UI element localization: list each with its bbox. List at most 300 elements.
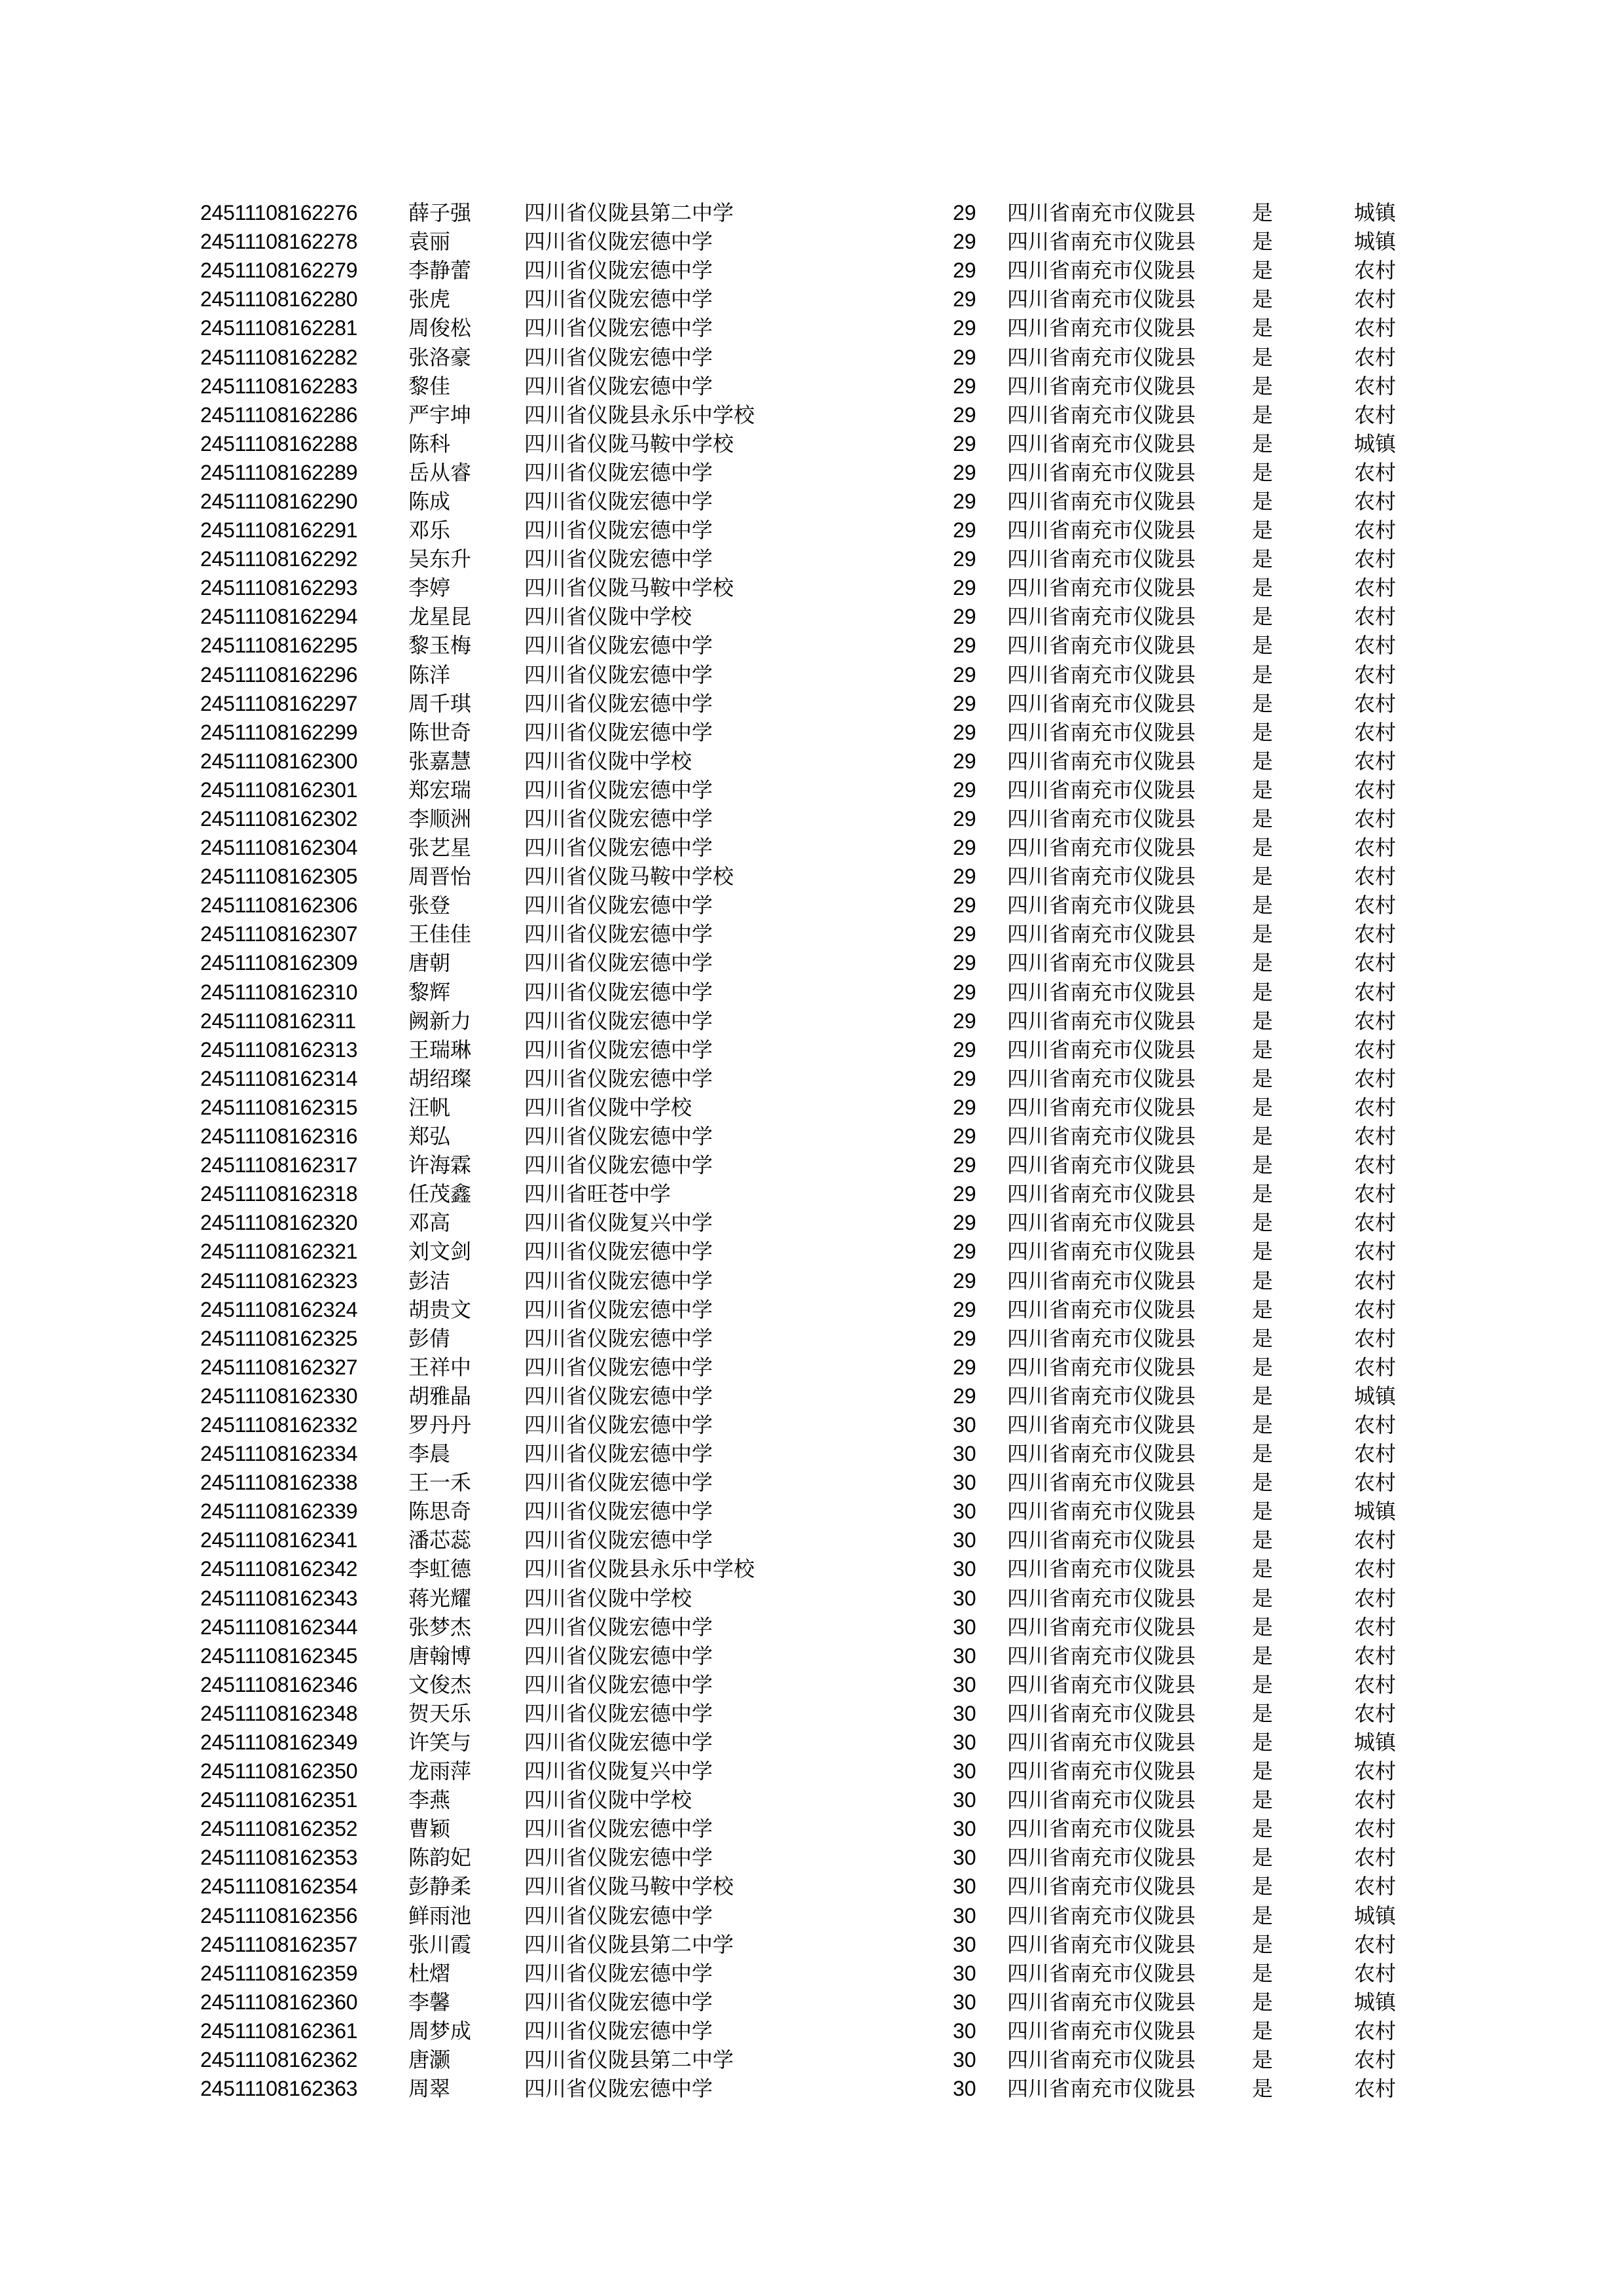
hukou-type-cell: 农村 bbox=[1354, 258, 1397, 283]
school-cell: 四川省仪陇宏德中学 bbox=[524, 719, 713, 745]
hukou-type-cell: 农村 bbox=[1354, 1008, 1397, 1033]
student-name-cell: 唐翰博 bbox=[408, 1643, 472, 1668]
school-cell: 四川省仪陇宏德中学 bbox=[524, 1672, 713, 1697]
student-name-cell: 鲜雨池 bbox=[408, 1903, 472, 1928]
region-cell: 四川省南充市仪陇县 bbox=[1007, 488, 1196, 514]
student-id-cell: 24511108162351 bbox=[200, 1788, 358, 1812]
flag-cell: 是 bbox=[1252, 315, 1274, 341]
hukou-type-cell: 农村 bbox=[1354, 1816, 1397, 1842]
student-id-cell: 24511108162348 bbox=[200, 1701, 358, 1725]
score-cell: 29 bbox=[953, 259, 976, 283]
score-cell: 29 bbox=[953, 1124, 976, 1149]
student-name-cell: 彭静柔 bbox=[408, 1874, 472, 1899]
score-cell: 29 bbox=[953, 1211, 976, 1235]
student-id-cell: 24511108162301 bbox=[200, 778, 358, 802]
student-id-cell: 24511108162279 bbox=[200, 259, 358, 283]
school-cell: 四川省仪陇马鞍中学校 bbox=[524, 575, 734, 601]
student-table bbox=[200, 198, 1433, 2103]
hukou-type-cell: 农村 bbox=[1354, 1960, 1397, 1986]
score-cell: 29 bbox=[953, 951, 976, 975]
region-cell: 四川省南充市仪陇县 bbox=[1007, 979, 1196, 1005]
hukou-type-cell: 农村 bbox=[1354, 402, 1397, 427]
school-cell: 四川省仪陇马鞍中学校 bbox=[524, 1874, 734, 1899]
student-name-cell: 陈韵妃 bbox=[408, 1845, 472, 1871]
region-cell: 四川省南充市仪陇县 bbox=[1007, 1325, 1196, 1351]
hukou-type-cell: 农村 bbox=[1354, 1412, 1397, 1437]
table-row bbox=[200, 948, 1433, 977]
region-cell: 四川省南充市仪陇县 bbox=[1007, 806, 1196, 832]
student-id-cell: 24511108162288 bbox=[200, 431, 358, 456]
flag-cell: 是 bbox=[1252, 864, 1274, 889]
school-cell: 四川省仪陇宏德中学 bbox=[524, 1730, 713, 1755]
school-cell: 四川省仪陇宏德中学 bbox=[524, 806, 713, 832]
student-id-cell: 24511108162321 bbox=[200, 1240, 358, 1264]
flag-cell: 是 bbox=[1252, 1672, 1274, 1697]
student-id-cell: 24511108162310 bbox=[200, 980, 358, 1004]
school-cell: 四川省仪陇宏德中学 bbox=[524, 1499, 713, 1524]
hukou-type-cell: 农村 bbox=[1354, 518, 1397, 543]
flag-cell: 是 bbox=[1252, 1816, 1274, 1842]
region-cell: 四川省南充市仪陇县 bbox=[1007, 1845, 1196, 1871]
region-cell: 四川省南充市仪陇县 bbox=[1007, 575, 1196, 601]
flag-cell: 是 bbox=[1252, 1903, 1274, 1928]
table-row bbox=[200, 1208, 1433, 1237]
flag-cell: 是 bbox=[1252, 373, 1274, 399]
flag-cell: 是 bbox=[1252, 979, 1274, 1005]
flag-cell: 是 bbox=[1252, 1037, 1274, 1062]
flag-cell: 是 bbox=[1252, 1210, 1274, 1236]
hukou-type-cell: 农村 bbox=[1354, 835, 1397, 861]
score-cell: 30 bbox=[953, 1846, 976, 1870]
student-id-cell: 24511108162300 bbox=[200, 749, 358, 773]
table-row bbox=[200, 1410, 1433, 1439]
student-name-cell: 周晋怡 bbox=[408, 864, 472, 889]
hukou-type-cell: 农村 bbox=[1354, 1210, 1397, 1236]
student-id-cell: 24511108162361 bbox=[200, 2018, 358, 2043]
region-cell: 四川省南充市仪陇县 bbox=[1007, 1730, 1196, 1755]
school-cell: 四川省仪陇宏德中学 bbox=[524, 1528, 713, 1553]
hukou-type-cell: 城镇 bbox=[1354, 1383, 1397, 1408]
hukou-type-cell: 农村 bbox=[1354, 691, 1397, 716]
score-cell: 29 bbox=[953, 720, 976, 744]
student-id-cell: 24511108162297 bbox=[200, 691, 358, 715]
table-row bbox=[200, 1353, 1433, 1382]
student-id-cell: 24511108162309 bbox=[200, 951, 358, 975]
student-name-cell: 彭洁 bbox=[408, 1268, 451, 1293]
hukou-type-cell: 城镇 bbox=[1354, 200, 1397, 226]
school-cell: 四川省仪陇宏德中学 bbox=[524, 373, 713, 399]
table-row bbox=[200, 1988, 1433, 2017]
student-id-cell: 24511108162332 bbox=[200, 1412, 358, 1437]
table-row bbox=[200, 1324, 1433, 1353]
student-id-cell: 24511108162316 bbox=[200, 1124, 358, 1149]
student-id-cell: 24511108162352 bbox=[200, 1817, 358, 1841]
hukou-type-cell: 农村 bbox=[1354, 1094, 1397, 1120]
table-row bbox=[200, 718, 1433, 747]
hukou-type-cell: 农村 bbox=[1354, 488, 1397, 514]
student-id-cell: 24511108162343 bbox=[200, 1586, 358, 1610]
student-id-cell: 24511108162289 bbox=[200, 460, 358, 484]
school-cell: 四川省仪陇宏德中学 bbox=[524, 1816, 713, 1842]
student-id-cell: 24511108162350 bbox=[200, 1759, 358, 1784]
region-cell: 四川省南充市仪陇县 bbox=[1007, 373, 1196, 399]
student-id-cell: 24511108162318 bbox=[200, 1182, 358, 1206]
student-id-cell: 24511108162339 bbox=[200, 1499, 358, 1524]
student-name-cell: 汪帆 bbox=[408, 1094, 451, 1120]
student-id-cell: 24511108162292 bbox=[200, 547, 358, 571]
score-cell: 29 bbox=[953, 489, 976, 513]
flag-cell: 是 bbox=[1252, 1268, 1274, 1293]
table-row bbox=[200, 1179, 1433, 1208]
hukou-type-cell: 农村 bbox=[1354, 922, 1397, 947]
school-cell: 四川省仪陇宏德中学 bbox=[524, 1614, 713, 1640]
score-cell: 30 bbox=[953, 1990, 976, 2014]
table-row bbox=[200, 1814, 1433, 1843]
student-id-cell: 24511108162307 bbox=[200, 922, 358, 946]
region-cell: 四川省南充市仪陇县 bbox=[1007, 1383, 1196, 1408]
student-id-cell: 24511108162317 bbox=[200, 1153, 358, 1177]
flag-cell: 是 bbox=[1252, 662, 1274, 687]
flag-cell: 是 bbox=[1252, 402, 1274, 427]
student-name-cell: 王佳佳 bbox=[408, 922, 472, 947]
region-cell: 四川省南充市仪陇县 bbox=[1007, 719, 1196, 745]
school-cell: 四川省仪陇宏德中学 bbox=[524, 1325, 713, 1351]
student-name-cell: 陈科 bbox=[408, 431, 451, 456]
table-row bbox=[200, 1872, 1433, 1901]
hukou-type-cell: 农村 bbox=[1354, 1585, 1397, 1611]
score-cell: 29 bbox=[953, 1297, 976, 1321]
table-row bbox=[200, 2045, 1433, 2074]
table-row bbox=[200, 1439, 1433, 1468]
student-name-cell: 张川霞 bbox=[408, 1931, 472, 1957]
student-name-cell: 黎佳 bbox=[408, 373, 451, 399]
flag-cell: 是 bbox=[1252, 1989, 1274, 2015]
flag-cell: 是 bbox=[1252, 748, 1274, 774]
hukou-type-cell: 农村 bbox=[1354, 1787, 1397, 1813]
table-row bbox=[200, 1785, 1433, 1814]
student-name-cell: 李馨 bbox=[408, 1989, 451, 2015]
region-cell: 四川省南充市仪陇县 bbox=[1007, 604, 1196, 630]
student-id-cell: 24511108162311 bbox=[200, 1009, 356, 1033]
score-cell: 29 bbox=[953, 605, 976, 629]
student-name-cell: 李晨 bbox=[408, 1441, 451, 1467]
score-cell: 30 bbox=[953, 1557, 976, 1581]
score-cell: 29 bbox=[953, 778, 976, 802]
table-row bbox=[200, 1064, 1433, 1093]
hukou-type-cell: 农村 bbox=[1354, 864, 1397, 889]
table-row bbox=[200, 1122, 1433, 1151]
flag-cell: 是 bbox=[1252, 1383, 1274, 1408]
table-row bbox=[200, 1728, 1433, 1757]
score-cell: 29 bbox=[953, 230, 976, 254]
student-name-cell: 袁丽 bbox=[408, 229, 451, 255]
student-name-cell: 文俊杰 bbox=[408, 1672, 472, 1697]
table-row bbox=[200, 314, 1433, 342]
flag-cell: 是 bbox=[1252, 1528, 1274, 1553]
student-id-cell: 24511108162323 bbox=[200, 1268, 358, 1293]
table-row bbox=[200, 1901, 1433, 1930]
region-cell: 四川省南充市仪陇县 bbox=[1007, 1989, 1196, 2015]
hukou-type-cell: 农村 bbox=[1354, 373, 1397, 399]
student-id-cell: 24511108162338 bbox=[200, 1471, 358, 1495]
region-cell: 四川省南充市仪陇县 bbox=[1007, 1787, 1196, 1813]
region-cell: 四川省南充市仪陇县 bbox=[1007, 2076, 1196, 2102]
flag-cell: 是 bbox=[1252, 1874, 1274, 1899]
school-cell: 四川省仪陇宏德中学 bbox=[524, 1700, 713, 1726]
region-cell: 四川省南充市仪陇县 bbox=[1007, 1153, 1196, 1178]
student-name-cell: 李婷 bbox=[408, 575, 451, 601]
table-row bbox=[200, 487, 1433, 516]
school-cell: 四川省仪陇宏德中学 bbox=[524, 1066, 713, 1091]
flag-cell: 是 bbox=[1252, 229, 1274, 255]
table-row bbox=[200, 198, 1433, 227]
region-cell: 四川省南充市仪陇县 bbox=[1007, 1210, 1196, 1236]
flag-cell: 是 bbox=[1252, 922, 1274, 947]
school-cell: 四川省仪陇宏德中学 bbox=[524, 459, 713, 485]
student-name-cell: 周俊松 bbox=[408, 315, 472, 341]
flag-cell: 是 bbox=[1252, 1614, 1274, 1640]
student-name-cell: 严宇坤 bbox=[408, 402, 472, 427]
score-cell: 29 bbox=[953, 865, 976, 889]
score-cell: 29 bbox=[953, 1384, 976, 1408]
flag-cell: 是 bbox=[1252, 575, 1274, 601]
flag-cell: 是 bbox=[1252, 1153, 1274, 1178]
student-name-cell: 周千琪 bbox=[408, 691, 472, 716]
region-cell: 四川省南充市仪陇县 bbox=[1007, 547, 1196, 572]
student-id-cell: 24511108162286 bbox=[200, 403, 358, 427]
student-id-cell: 24511108162306 bbox=[200, 893, 358, 918]
student-id-cell: 24511108162356 bbox=[200, 1903, 358, 1928]
hukou-type-cell: 农村 bbox=[1354, 777, 1397, 802]
student-name-cell: 郑弘 bbox=[408, 1124, 451, 1149]
table-row bbox=[200, 1959, 1433, 1988]
region-cell: 四川省南充市仪陇县 bbox=[1007, 835, 1196, 861]
student-name-cell: 罗丹丹 bbox=[408, 1412, 472, 1437]
score-cell: 30 bbox=[953, 1672, 976, 1696]
hukou-type-cell: 农村 bbox=[1354, 575, 1397, 601]
score-cell: 29 bbox=[953, 431, 976, 456]
student-id-cell: 24511108162314 bbox=[200, 1066, 358, 1090]
region-cell: 四川省南充市仪陇县 bbox=[1007, 229, 1196, 255]
school-cell: 四川省仪陇宏德中学 bbox=[524, 1297, 713, 1322]
student-id-cell: 24511108162353 bbox=[200, 1846, 358, 1870]
score-cell: 30 bbox=[953, 1903, 976, 1928]
school-cell: 四川省仪陇宏德中学 bbox=[524, 1008, 713, 1033]
table-row bbox=[200, 1007, 1433, 1035]
flag-cell: 是 bbox=[1252, 1845, 1274, 1871]
student-id-cell: 24511108162345 bbox=[200, 1643, 358, 1668]
flag-cell: 是 bbox=[1252, 547, 1274, 572]
score-cell: 30 bbox=[953, 1874, 976, 1899]
student-name-cell: 邓高 bbox=[408, 1210, 451, 1236]
table-row bbox=[200, 1613, 1433, 1641]
table-row bbox=[200, 804, 1433, 833]
table-row bbox=[200, 1670, 1433, 1699]
hukou-type-cell: 农村 bbox=[1354, 1153, 1397, 1178]
student-id-cell: 24511108162299 bbox=[200, 720, 358, 744]
school-cell: 四川省仪陇县永乐中学校 bbox=[524, 402, 755, 427]
hukou-type-cell: 农村 bbox=[1354, 1124, 1397, 1149]
region-cell: 四川省南充市仪陇县 bbox=[1007, 1124, 1196, 1149]
table-row bbox=[200, 920, 1433, 948]
hukou-type-cell: 农村 bbox=[1354, 633, 1397, 658]
student-id-cell: 24511108162304 bbox=[200, 836, 358, 860]
score-cell: 29 bbox=[953, 201, 976, 225]
student-name-cell: 张嘉慧 bbox=[408, 748, 472, 774]
hukou-type-cell: 农村 bbox=[1354, 1643, 1397, 1668]
table-row bbox=[200, 891, 1433, 920]
student-name-cell: 王祥中 bbox=[408, 1354, 472, 1380]
table-row bbox=[200, 1930, 1433, 1959]
hukou-type-cell: 农村 bbox=[1354, 1297, 1397, 1322]
score-cell: 29 bbox=[953, 1095, 976, 1119]
student-name-cell: 潘芯蕊 bbox=[408, 1528, 472, 1553]
table-row bbox=[200, 660, 1433, 689]
score-cell: 29 bbox=[953, 1153, 976, 1177]
table-row bbox=[200, 1757, 1433, 1785]
region-cell: 四川省南充市仪陇县 bbox=[1007, 287, 1196, 312]
student-id-cell: 24511108162293 bbox=[200, 576, 358, 600]
flag-cell: 是 bbox=[1252, 2047, 1274, 2073]
student-name-cell: 岳从睿 bbox=[408, 459, 472, 485]
score-cell: 29 bbox=[953, 1037, 976, 1062]
region-cell: 四川省南充市仪陇县 bbox=[1007, 922, 1196, 947]
score-cell: 29 bbox=[953, 662, 976, 687]
student-id-cell: 24511108162276 bbox=[200, 201, 358, 225]
region-cell: 四川省南充市仪陇县 bbox=[1007, 1700, 1196, 1726]
student-id-cell: 24511108162313 bbox=[200, 1037, 358, 1062]
table-row bbox=[200, 1035, 1433, 1064]
student-id-cell: 24511108162357 bbox=[200, 1932, 358, 1956]
student-id-cell: 24511108162344 bbox=[200, 1615, 358, 1639]
score-cell: 30 bbox=[953, 1932, 976, 1956]
score-cell: 30 bbox=[953, 1412, 976, 1437]
score-cell: 29 bbox=[953, 836, 976, 860]
table-row bbox=[200, 1584, 1433, 1613]
student-name-cell: 李静蕾 bbox=[408, 258, 472, 283]
flag-cell: 是 bbox=[1252, 1787, 1274, 1813]
hukou-type-cell: 农村 bbox=[1354, 719, 1397, 745]
region-cell: 四川省南充市仪陇县 bbox=[1007, 950, 1196, 976]
hukou-type-cell: 农村 bbox=[1354, 806, 1397, 832]
school-cell: 四川省仪陇马鞍中学校 bbox=[524, 431, 734, 456]
region-cell: 四川省南充市仪陇县 bbox=[1007, 1412, 1196, 1437]
student-id-cell: 24511108162295 bbox=[200, 634, 358, 658]
student-name-cell: 周翠 bbox=[408, 2076, 451, 2102]
region-cell: 四川省南充市仪陇县 bbox=[1007, 315, 1196, 341]
score-cell: 30 bbox=[953, 1643, 976, 1668]
score-cell: 29 bbox=[953, 1066, 976, 1090]
hukou-type-cell: 农村 bbox=[1354, 459, 1397, 485]
score-cell: 29 bbox=[953, 460, 976, 484]
table-row bbox=[200, 833, 1433, 862]
score-cell: 30 bbox=[953, 1788, 976, 1812]
student-id-cell: 24511108162290 bbox=[200, 489, 358, 513]
hukou-type-cell: 农村 bbox=[1354, 1528, 1397, 1553]
hukou-type-cell: 农村 bbox=[1354, 1037, 1397, 1062]
school-cell: 四川省仪陇宏德中学 bbox=[524, 518, 713, 543]
flag-cell: 是 bbox=[1252, 1354, 1274, 1380]
table-row bbox=[200, 458, 1433, 487]
hukou-type-cell: 农村 bbox=[1354, 1354, 1397, 1380]
region-cell: 四川省南充市仪陇县 bbox=[1007, 691, 1196, 716]
student-name-cell: 周梦成 bbox=[408, 2018, 472, 2043]
student-id-cell: 24511108162296 bbox=[200, 662, 358, 687]
school-cell: 四川省仪陇宏德中学 bbox=[524, 1268, 713, 1293]
student-name-cell: 张梦杰 bbox=[408, 1614, 472, 1640]
school-cell: 四川省仪陇宏德中学 bbox=[524, 1960, 713, 1986]
hukou-type-cell: 农村 bbox=[1354, 1268, 1397, 1293]
score-cell: 29 bbox=[953, 403, 976, 427]
table-row bbox=[200, 2017, 1433, 2045]
student-id-cell: 24511108162282 bbox=[200, 345, 358, 369]
hukou-type-cell: 农村 bbox=[1354, 979, 1397, 1005]
hukou-type-cell: 农村 bbox=[1354, 287, 1397, 312]
flag-cell: 是 bbox=[1252, 287, 1274, 312]
table-row bbox=[200, 227, 1433, 256]
school-cell: 四川省仪陇县永乐中学校 bbox=[524, 1556, 755, 1582]
school-cell: 四川省旺苍中学 bbox=[524, 1181, 671, 1207]
hukou-type-cell: 农村 bbox=[1354, 1931, 1397, 1957]
table-row bbox=[200, 1151, 1433, 1179]
hukou-type-cell: 城镇 bbox=[1354, 1903, 1397, 1928]
student-name-cell: 许笑与 bbox=[408, 1730, 472, 1755]
score-cell: 29 bbox=[953, 691, 976, 715]
school-cell: 四川省仪陇宏德中学 bbox=[524, 229, 713, 255]
score-cell: 29 bbox=[953, 634, 976, 658]
school-cell: 四川省仪陇宏德中学 bbox=[524, 1412, 713, 1437]
flag-cell: 是 bbox=[1252, 1325, 1274, 1351]
student-id-cell: 24511108162324 bbox=[200, 1297, 358, 1321]
student-name-cell: 彭倩 bbox=[408, 1325, 451, 1351]
region-cell: 四川省南充市仪陇县 bbox=[1007, 459, 1196, 485]
region-cell: 四川省南充市仪陇县 bbox=[1007, 200, 1196, 226]
school-cell: 四川省仪陇宏德中学 bbox=[524, 1845, 713, 1871]
hukou-type-cell: 农村 bbox=[1354, 1325, 1397, 1351]
student-name-cell: 王瑞琳 bbox=[408, 1037, 472, 1062]
school-cell: 四川省仪陇宏德中学 bbox=[524, 662, 713, 687]
table-row bbox=[200, 2074, 1433, 2103]
student-name-cell: 陈世奇 bbox=[408, 719, 472, 745]
school-cell: 四川省仪陇宏德中学 bbox=[524, 1037, 713, 1062]
student-name-cell: 李虹德 bbox=[408, 1556, 472, 1582]
school-cell: 四川省仪陇宏德中学 bbox=[524, 893, 713, 918]
student-id-cell: 24511108162281 bbox=[200, 316, 358, 340]
hukou-type-cell: 城镇 bbox=[1354, 431, 1397, 456]
score-cell: 29 bbox=[953, 576, 976, 600]
school-cell: 四川省仪陇宏德中学 bbox=[524, 2076, 713, 2102]
flag-cell: 是 bbox=[1252, 1556, 1274, 1582]
hukou-type-cell: 农村 bbox=[1354, 2047, 1397, 2073]
student-id-cell: 24511108162315 bbox=[200, 1095, 358, 1119]
table-row bbox=[200, 1382, 1433, 1410]
student-id-cell: 24511108162359 bbox=[200, 1961, 358, 1985]
table-row bbox=[200, 1093, 1433, 1122]
flag-cell: 是 bbox=[1252, 1181, 1274, 1207]
score-cell: 29 bbox=[953, 287, 976, 312]
student-id-cell: 24511108162305 bbox=[200, 865, 358, 889]
hukou-type-cell: 城镇 bbox=[1354, 1989, 1397, 2015]
region-cell: 四川省南充市仪陇县 bbox=[1007, 518, 1196, 543]
school-cell: 四川省仪陇宏德中学 bbox=[524, 1383, 713, 1408]
student-name-cell: 陈成 bbox=[408, 488, 451, 514]
student-name-cell: 陈洋 bbox=[408, 662, 451, 687]
school-cell: 四川省仪陇宏德中学 bbox=[524, 1441, 713, 1467]
student-name-cell: 邓乐 bbox=[408, 518, 451, 543]
hukou-type-cell: 农村 bbox=[1354, 604, 1397, 630]
region-cell: 四川省南充市仪陇县 bbox=[1007, 2047, 1196, 2073]
table-row bbox=[200, 602, 1433, 631]
